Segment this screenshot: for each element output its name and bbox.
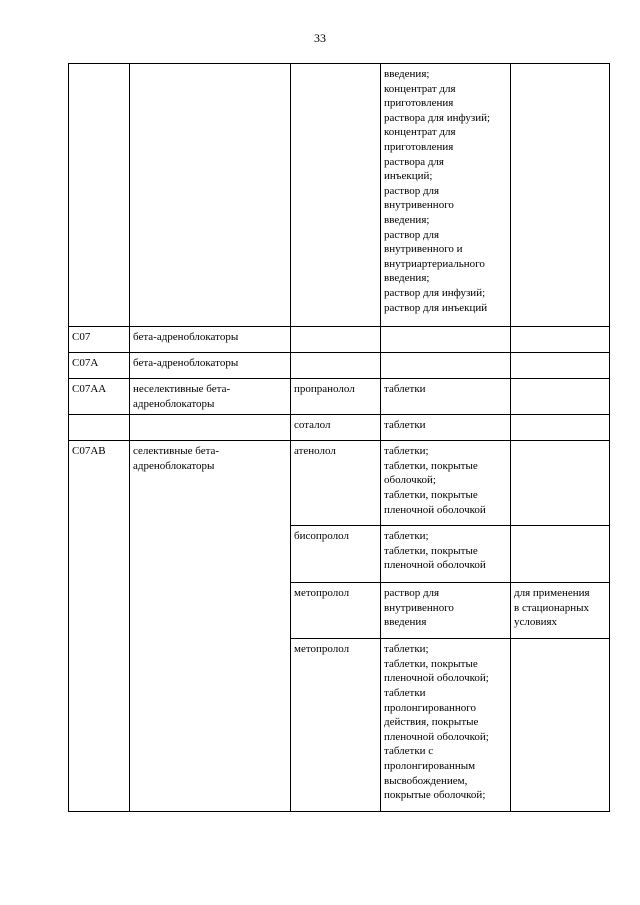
note-cell	[511, 526, 610, 583]
dosage-forms-cell-line: раствора для инфузий;	[384, 111, 491, 124]
table-row	[69, 441, 610, 526]
atc-code-cell	[69, 64, 130, 327]
dosage-forms-cell-line: внутриартериального	[384, 257, 485, 270]
atc-code-cell: C07AB	[69, 441, 130, 812]
atc-group-cell	[130, 353, 291, 379]
dosage-forms-cell	[381, 379, 511, 415]
atc-code-cell	[69, 415, 130, 441]
table-row	[69, 415, 610, 441]
atc-group-cell-line: неселективные бета-	[133, 383, 231, 395]
table-row	[69, 353, 610, 379]
dosage-forms-cell	[381, 441, 511, 526]
dosage-forms-cell-line: таблетки	[384, 686, 426, 699]
dosage-forms-cell-line: таблетки;	[384, 530, 429, 543]
substance-cell: метопролол	[291, 583, 381, 639]
dosage-forms-cell-line: высвобождением,	[384, 774, 468, 787]
dosage-forms-cell-line: введения;	[384, 213, 430, 226]
drug-classification-table	[68, 63, 610, 812]
note-cell	[511, 353, 610, 379]
atc-group-cell	[130, 415, 291, 441]
note-cell	[511, 583, 610, 639]
dosage-forms-cell	[381, 353, 511, 379]
atc-group-cell-line: адреноблокаторы	[133, 459, 215, 472]
substance-cell: бисопролол	[291, 526, 381, 583]
substance-cell	[291, 353, 381, 379]
note-cell-line: условиях	[514, 616, 558, 629]
dosage-forms-cell	[381, 526, 511, 583]
dosage-forms-cell-line: таблетки, покрытые	[384, 488, 478, 501]
dosage-forms-cell	[381, 415, 511, 441]
dosage-forms-cell-line: внутривенного и	[384, 243, 463, 256]
dosage-forms-cell-line: действия, покрытые	[384, 716, 479, 729]
dosage-forms-cell-line: оболочкой;	[384, 474, 436, 487]
dosage-forms-cell-line: раствор для	[384, 184, 440, 197]
dosage-forms-cell-line: внутривенного	[384, 601, 454, 614]
note-cell	[511, 441, 610, 526]
note-cell	[511, 379, 610, 415]
dosage-forms-cell-line: раствор для инъекций	[384, 301, 488, 314]
note-cell	[511, 415, 610, 441]
dosage-forms-cell-line: покрытые оболочкой;	[384, 789, 486, 802]
dosage-forms-cell-line: инъекций;	[384, 170, 433, 183]
dosage-forms-cell-line: таблетки	[384, 383, 426, 395]
dosage-forms-cell	[381, 583, 511, 639]
dosage-forms-cell-line: приготовления	[384, 140, 454, 153]
atc-group-cell-line: адреноблокаторы	[133, 397, 215, 410]
dosage-forms-cell-line: пролонгированным	[384, 759, 476, 772]
dosage-forms-cell	[381, 64, 511, 327]
substance-cell	[291, 327, 381, 353]
note-cell	[511, 64, 610, 327]
dosage-forms-cell-line: таблетки;	[384, 445, 429, 458]
substance-cell: атенолол	[291, 441, 381, 526]
dosage-forms-cell-line: пленочной оболочкой;	[384, 730, 489, 743]
dosage-forms-cell-line: введения	[384, 616, 427, 629]
dosage-forms-cell-line: пленочной оболочкой;	[384, 672, 489, 685]
atc-code-cell: C07A	[69, 353, 130, 379]
dosage-forms-cell-line: таблетки;	[384, 643, 429, 656]
substance-cell: соталол	[291, 415, 381, 441]
dosage-forms-cell-line: пленочной оболочкой	[384, 559, 486, 572]
dosage-forms-cell-line: концентрат для	[384, 82, 456, 95]
dosage-forms-cell-line: концентрат для	[384, 126, 456, 139]
dosage-forms-cell-line: раствора для	[384, 155, 444, 168]
dosage-forms-cell	[381, 639, 511, 812]
atc-group-cell-line: бета-адреноблокаторы	[133, 357, 239, 369]
note-cell-line: для применения	[514, 587, 590, 600]
dosage-forms-cell-line: введения;	[384, 272, 430, 285]
atc-group-cell	[130, 327, 291, 353]
substance-cell: пропранолол	[291, 379, 381, 415]
dosage-forms-cell-line: таблетки	[384, 419, 426, 432]
note-cell	[511, 327, 610, 353]
dosage-forms-cell-line: раствор для инфузий;	[384, 286, 486, 299]
atc-group-cell	[130, 64, 291, 327]
substance-cell: метопролол	[291, 639, 381, 812]
dosage-forms-cell-line: таблетки, покрытые	[384, 544, 478, 557]
table-row	[69, 379, 610, 415]
dosage-forms-cell-line: введения;	[384, 68, 430, 80]
atc-code-cell: C07AA	[69, 379, 130, 415]
atc-group-cell-line: бета-адреноблокаторы	[133, 331, 239, 343]
atc-code-cell: C07	[69, 327, 130, 353]
dosage-forms-cell-line: таблетки с	[384, 745, 434, 758]
dosage-forms-cell-line: таблетки, покрытые	[384, 657, 478, 670]
note-cell-line: в стационарных	[514, 601, 589, 614]
table-row	[69, 64, 610, 327]
dosage-forms-cell-line: пролонгированного	[384, 701, 476, 714]
dosage-forms-cell-line: раствор для	[384, 228, 440, 241]
dosage-forms-cell-line: приготовления	[384, 97, 454, 110]
atc-group-cell	[130, 379, 291, 415]
page-number: 33	[314, 31, 326, 45]
dosage-forms-cell-line: раствор для	[384, 587, 440, 600]
table-row	[69, 327, 610, 353]
dosage-forms-cell-line: внутривенного	[384, 199, 454, 212]
atc-group-cell	[130, 441, 291, 812]
substance-cell	[291, 64, 381, 327]
dosage-forms-cell	[381, 327, 511, 353]
note-cell	[511, 639, 610, 812]
dosage-forms-cell-line: пленочной оболочкой	[384, 503, 486, 516]
atc-group-cell-line: селективные бета-	[133, 445, 220, 458]
dosage-forms-cell-line: таблетки, покрытые	[384, 459, 478, 472]
